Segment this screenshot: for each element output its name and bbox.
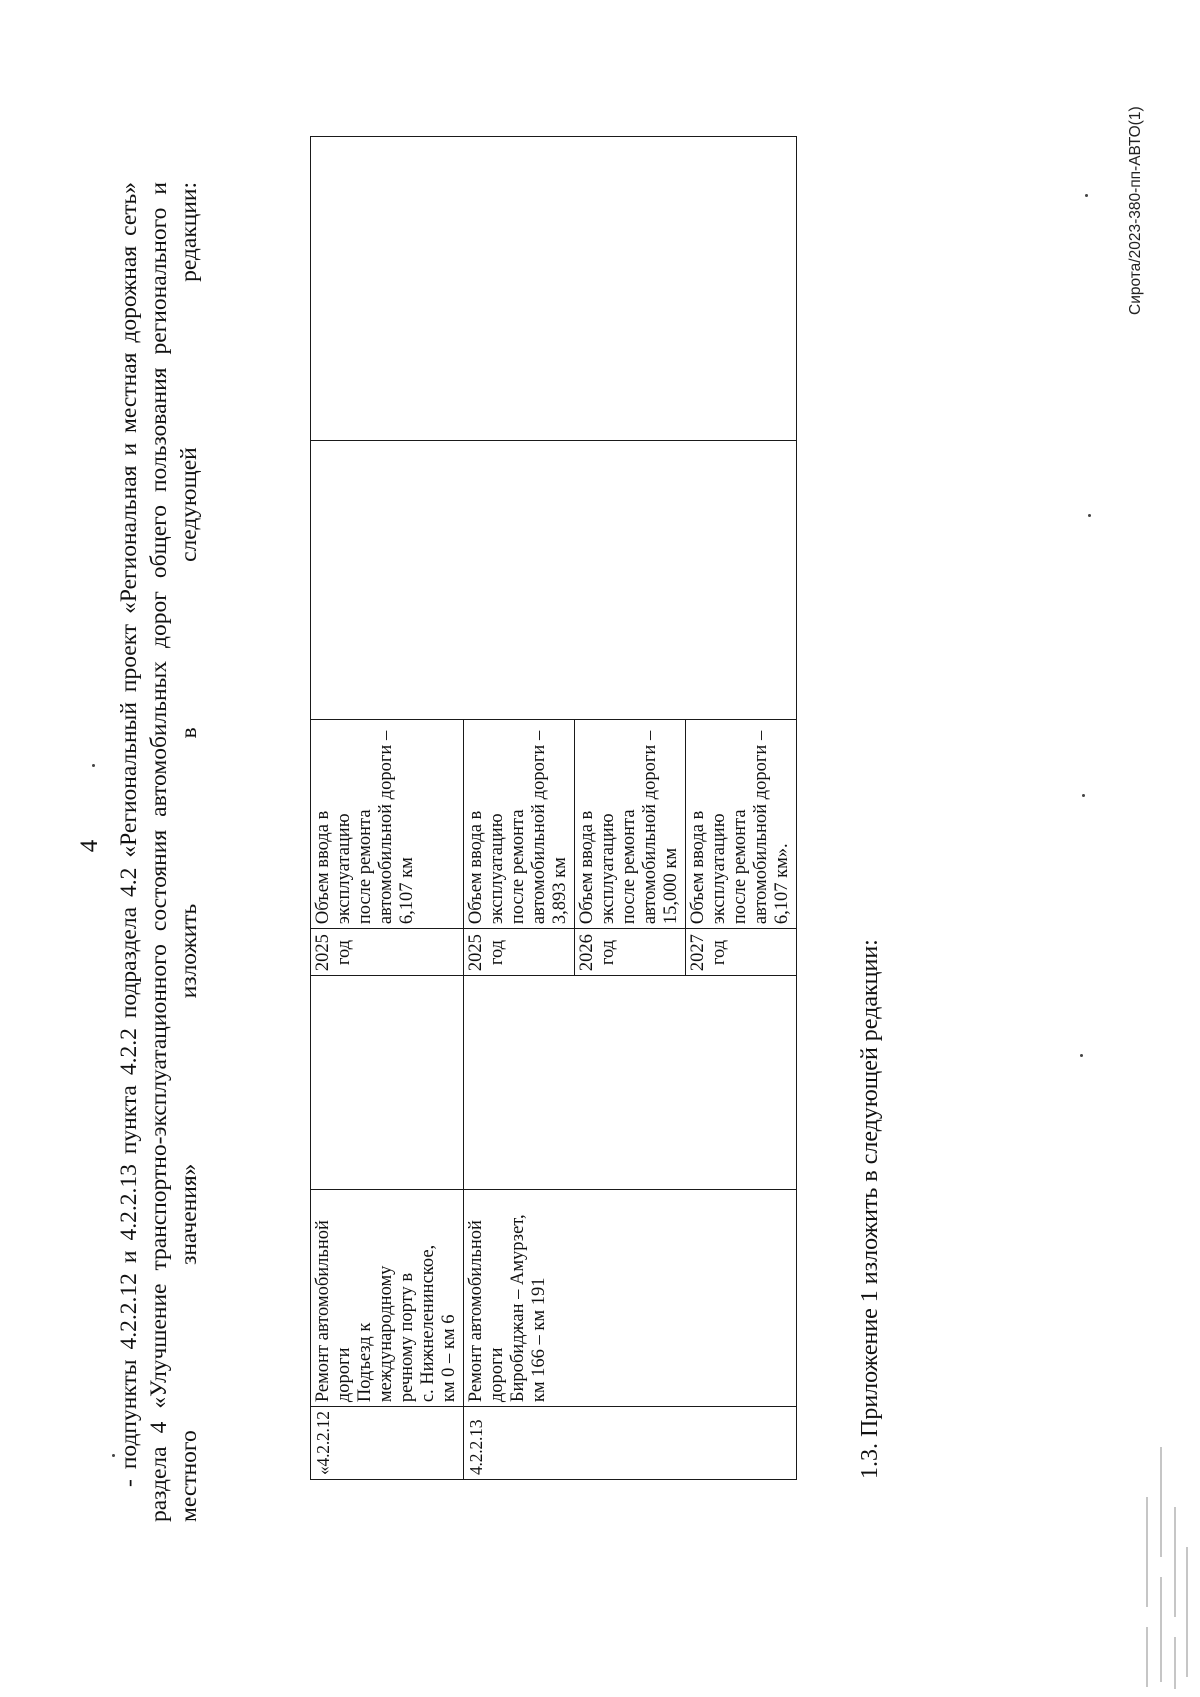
footer-document-code: Сирота/2023-380-пп-АВТО(1) xyxy=(1127,106,1144,315)
table-row xyxy=(311,137,464,1480)
name-line: Ремонт автомобильной дороги xyxy=(466,1220,507,1403)
scan-dot xyxy=(112,1454,115,1457)
volume-line: автомобильной дороги – xyxy=(529,730,549,925)
empty-cell xyxy=(311,137,797,441)
page-number: 4 xyxy=(76,839,103,853)
year-unit: год xyxy=(334,939,354,966)
volume-line: после ремонта xyxy=(619,809,639,925)
scan-dot xyxy=(1088,514,1091,517)
section-heading: 1.3. Приложение 1 изложить в следующей редакции: xyxy=(857,939,883,1479)
volume-line: 6,107 км xyxy=(397,857,417,925)
year-value: 2026 xyxy=(577,934,597,972)
volume-cell xyxy=(464,720,575,929)
volume-line: после ремонта xyxy=(730,809,750,925)
empty-cell xyxy=(311,976,464,1190)
name-line: Ремонт автомобильной дороги xyxy=(313,1220,354,1403)
scan-dot xyxy=(1080,1054,1083,1057)
volume-line: после ремонта xyxy=(355,809,375,925)
year-unit: год xyxy=(487,939,507,966)
name-line: Подъезд к международному xyxy=(355,1265,396,1403)
scan-noise-mark xyxy=(1135,1397,1195,1697)
year-unit: год xyxy=(709,939,729,966)
volume-line: Объем ввода в эксплуатацию xyxy=(313,810,354,925)
volume-cell xyxy=(575,720,686,929)
volume-line: автомобильной дороги – xyxy=(376,730,396,925)
empty-cell xyxy=(464,976,797,1190)
intro-text: - подпункты 4.2.2.12 и 4.2.2.13 пункта 4.2.2 подраздела 4.2 «Региональный проект «Региональная и местная дорожная сеть» раздела 4 «Улучшение транспортно-эксплуатационного состояния автомобильных дорог общего xyxy=(116,182,172,1522)
name-line: речному порту в xyxy=(397,1272,417,1403)
year-unit: год xyxy=(598,939,618,966)
volume-line: автомобильной дороги – xyxy=(751,730,771,925)
year-value: 2027 xyxy=(688,934,708,972)
volume-line: 15,000 км xyxy=(661,847,681,925)
volume-cell xyxy=(686,720,797,929)
name-line: км 0 – км 6 xyxy=(439,1314,459,1403)
intro-paragraph xyxy=(114,182,234,1522)
volume-line: автомобильной дороги – xyxy=(640,730,660,925)
scan-dot xyxy=(1082,794,1085,797)
year-cell xyxy=(311,929,464,976)
year-value: 2025 xyxy=(466,934,486,972)
roads-table xyxy=(310,136,797,1480)
year-value: 2025 xyxy=(313,934,333,972)
name-line: км 166 – км 191 xyxy=(529,1277,549,1403)
name-line: с. Нижнеленинское, xyxy=(418,1244,438,1403)
year-cell xyxy=(464,929,575,976)
volume-line: Объем ввода в эксплуатацию xyxy=(466,810,507,925)
scan-dot xyxy=(1085,194,1088,197)
volume-line: Объем ввода в эксплуатацию xyxy=(688,810,729,925)
row-code: 4.2.2.13 xyxy=(464,1407,797,1480)
volume-line: после ремонта xyxy=(508,809,528,925)
row-name xyxy=(311,1190,464,1407)
row-code: «4.2.2.12 xyxy=(311,1407,464,1480)
empty-cell xyxy=(311,441,797,720)
name-line: Биробиджан – Амурзет, xyxy=(508,1214,528,1403)
volume-line: Объем ввода в эксплуатацию xyxy=(577,810,618,925)
row-name xyxy=(464,1190,797,1407)
scan-dot xyxy=(92,764,95,767)
volume-line: 6,107 км». xyxy=(772,843,792,925)
volume-line: 3,893 км xyxy=(550,857,570,925)
year-cell xyxy=(686,929,797,976)
volume-cell xyxy=(311,720,464,929)
intro-last-line: пользования регионального и местного значения» изложить в следующей редакции: xyxy=(146,182,202,1522)
year-cell xyxy=(575,929,686,976)
